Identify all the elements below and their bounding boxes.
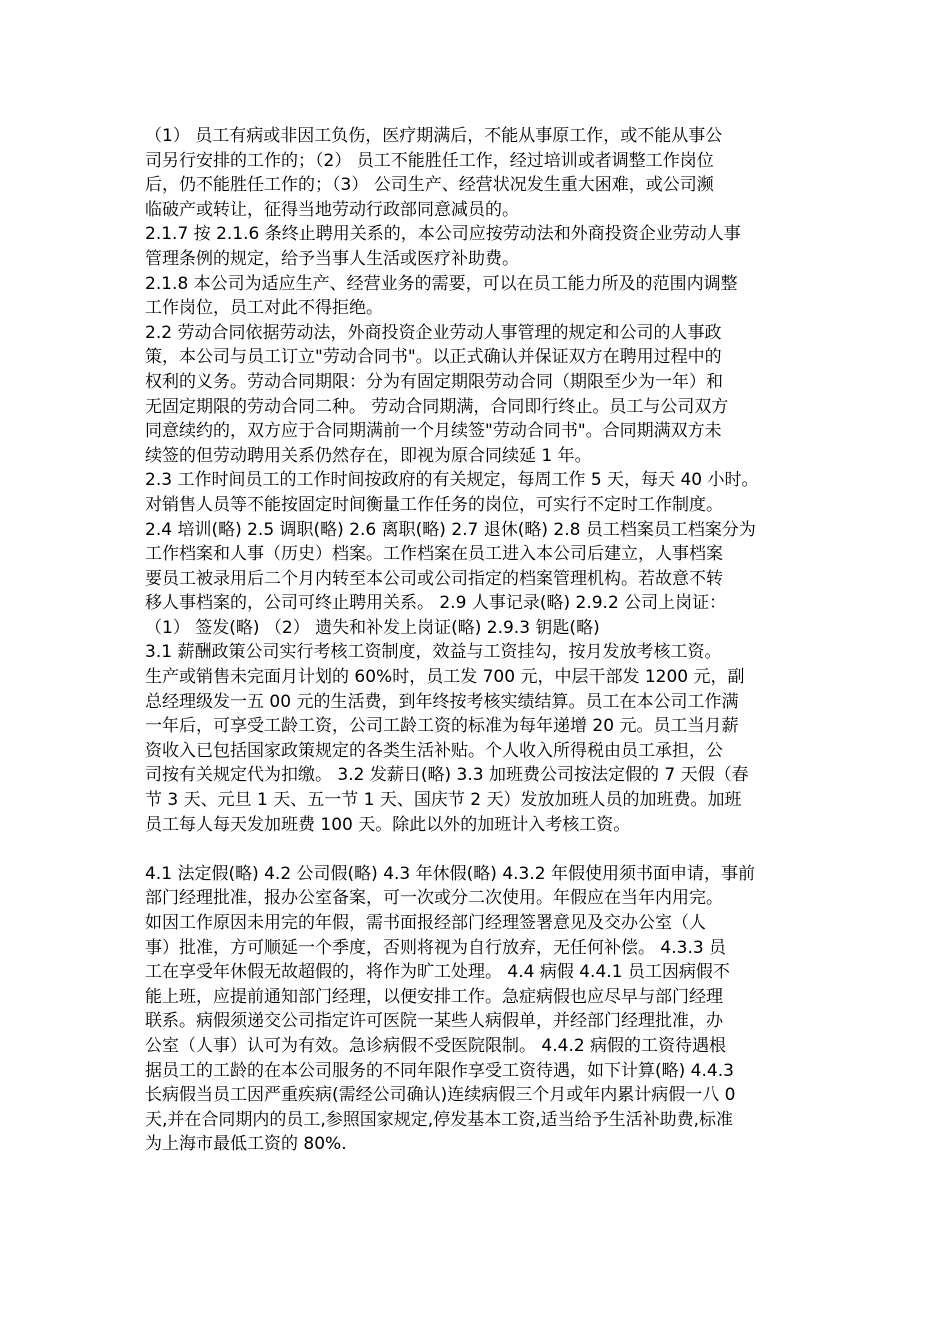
- text-line: 司另行安排的工作的；（2） 员工不能胜任工作，经过培训或者调整工作岗位: [145, 150, 714, 171]
- text-line: 权利的义务。劳动合同期限：分为有固定期限劳动合同（期限至少为一年）和: [145, 371, 723, 392]
- paragraph-gap: [145, 837, 815, 862]
- text-line: 部门经理批准，报办公室备案，可一次或分二次使用。年假应在当年内用完。: [145, 888, 723, 909]
- text-line: 天,并在合同期内的员工,参照国家规定,停发基本工资,适当给予生活补助费,标准: [145, 1109, 734, 1130]
- text-line: 生产或销售未完面月计划的 60%时，员工发 700 元，中层干部发 1200 元，副: [145, 667, 745, 688]
- text-line: 工作岗位，员工对此不得拒绝。: [145, 298, 383, 319]
- text-line: （1） 员工有病或非因工负伤，医疗期满后，不能从事原工作，或不能从事公: [145, 126, 723, 146]
- text-line: 2.4 培训(略) 2.5 调职(略) 2.6 离职(略) 2.7 退休(略) 2.8 员工档案员工档案分为: [145, 519, 756, 540]
- text-line: 资收入已包括国家政策规定的各类生活补贴。个人收入所得税由员工承担，公: [145, 740, 723, 761]
- text-line: 2.3 工作时间员工的工作时间按政府的有关规定，每周工作 5 天，每天 40 小时。: [145, 470, 759, 491]
- text-line: 一年后，可享受工龄工资，公司工龄工资的标准为每年递增 20 元。员工当月薪: [145, 716, 739, 737]
- text-line: 临破产或转让，征得当地劳动行政部同意减员的。: [145, 199, 519, 220]
- text-line: 策，本公司与员工订立"劳动合同书"。以正式确认并保证双方在聘用过程中的: [145, 347, 722, 368]
- text-line: 2.2 劳动合同依据劳动法，外商投资企业劳动人事管理的规定和公司的人事政: [145, 322, 722, 343]
- text-line: 4.1 法定假(略) 4.2 公司假(略) 4.3 年休假(略) 4.3.2 年假使用须书面申请，事前: [145, 863, 755, 884]
- text-line: 3.1 薪酬政策公司实行考核工资制度，效益与工资挂勾，按月发放考核工资。: [145, 642, 722, 663]
- text-line: 移人事档案的，公司可终止聘用关系。 2.9 人事记录(略) 2.9.2 公司上岗证：: [145, 593, 727, 614]
- text-line: 对销售人员等不能按固定时间衡量工作任务的岗位，可实行不定时工作制度。: [145, 494, 723, 515]
- text-line: 公室（人事）认可为有效。急诊病假不受医院限制。 4.4.2 病假的工资待遇根: [145, 1035, 727, 1056]
- text-line: 总经理级发一五 00 元的生活费，到年终按考核实绩结算。员工在本公司工作满: [145, 691, 739, 712]
- text-line: 无固定期限的劳动合同二种。 劳动合同期满，合同即行终止。员工与公司双方: [145, 396, 729, 417]
- text-line: 司按有关规定代为扣缴。 3.2 发薪日(略) 3.3 加班费公司按法定假的 7 天假（春: [145, 765, 749, 786]
- text-line: （1） 签发(略) （2） 遗失和补发上岗证(略) 2.9.3 钥匙(略): [145, 617, 600, 638]
- text-line: 事）批准，方可顺延一个季度，否则将视为自行放弃，无任何补偿。 4.3.3 员: [145, 937, 727, 958]
- text-line: 工在享受年休假无故超假的，将作为旷工处理。 4.4 病假 4.4.1 员工因病假不: [145, 962, 730, 983]
- text-line: 员工每人每天发加班费 100 天。除此以外的加班计入考核工资。: [145, 814, 631, 835]
- text-line: 长病假当员工因严重疾病(需经公司确认)连续病假三个月或年内累计病假一八 0: [145, 1085, 736, 1106]
- text-line: 2.1.7 按 2.1.6 条终止聘用关系的，本公司应按劳动法和外商投资企业劳动人事: [145, 224, 741, 245]
- text-line: 节 3 天、元旦 1 天、五一节 1 天、国庆节 2 天）发放加班人员的加班费。加班: [145, 790, 742, 811]
- text-line: 2.1.8 本公司为适应生产、经营业务的需要，可以在员工能力所及的范围内调整: [145, 273, 738, 294]
- text-line: 联系。病假须递交公司指定许可医院一某些人病假单，并经部门经理批准，办: [145, 1011, 723, 1032]
- text-line: 后，仍不能胜任工作的；（3） 公司生产、经营状况发生重大困难，或公司濒: [145, 175, 714, 196]
- text-line: 据员工的工龄的在本公司服务的不同年限作享受工资待遇，如下计算(略) 4.4.3: [145, 1060, 734, 1081]
- text-line: 同意续约的，双方应于合同期满前一个月续签"劳动合同书"。合同期满双方未: [145, 421, 722, 442]
- text-line: 能上班，应提前通知部门经理，以便安排工作。急症病假也应尽早与部门经理: [145, 986, 723, 1007]
- text-line: 如因工作原因未用完的年假，需书面报经部门经理签署意见及交办公室（人: [145, 913, 706, 933]
- text-line: 要员工被录用后二个月内转至本公司或公司指定的档案管理机构。若故意不转: [145, 568, 723, 589]
- document-body: [145, 124, 815, 1157]
- text-line: 为上海市最低工资的 80%.: [145, 1134, 347, 1155]
- text-line: 管理条例的规定，给予当事人生活或医疗补助费。: [145, 248, 519, 269]
- text-line: 续签的但劳动聘用关系仍然存在，即视为原合同续延 1 年。: [145, 445, 592, 466]
- text-line: 工作档案和人事（历史）档案。工作档案在员工进入本公司后建立，人事档案: [145, 544, 723, 565]
